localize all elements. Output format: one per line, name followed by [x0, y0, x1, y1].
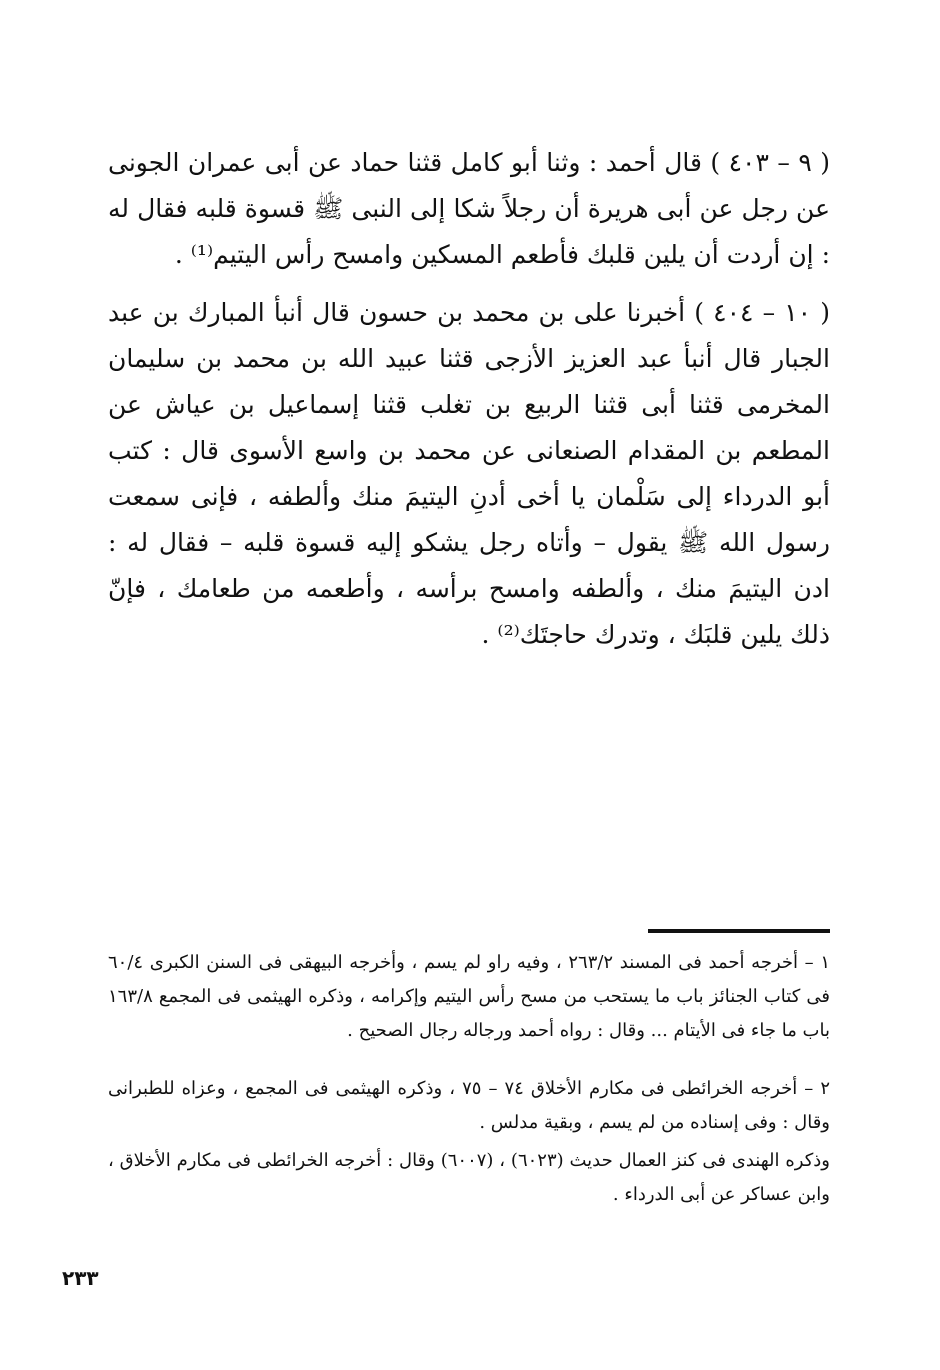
- footnotes: [108, 946, 830, 1236]
- page-number: ٢٣٣: [62, 1266, 99, 1290]
- hadith-text: ( ١٠ – ٤٠٤ ) أخبرنا على بن محمد بن حسون قال أنبأ المبارك بن عبد الجبار قال أنبأ عبد العزيز الأزجى قثنا عبيد الله بن محمد بن سليمان المخرمى قثنا أبى قثنا الربيع بن تغلب قثنا إسماعيل بن عياش عن المطعم بن المقدام الصنعانى عن محمد بن واسع الأسوى قال : كتب أبو الدرداء إلى سَلْمان يا أخى أدنِ اليتيمَ منك وألطفه ، فإنى سمعت رسول الله ﷺ يقول – وأتاه رجل يشكو إليه قسوة قلبه – فقال له : ادن اليتيمَ منك ، وألطفه وامسح برأسه ، وأطعمه من طعامك ، فإنّ ذلك يلين قلبَك ، وتدرك حاجتَك⁽²⁾ .: [108, 298, 831, 649]
- hadith-text: ( ٩ – ٤٠٣ ) قال أحمد : وثنا أبو كامل قثنا حماد عن أبى عمران الجونى عن رجل عن أبى هريرة أن رجلاً شكا إلى النبى ﷺ قسوة قلبه فقال له : إن أردت أن يلين قلبك فأطعم المسكين وامسح رأس اليتيم⁽¹⁾ .: [108, 148, 830, 269]
- footnote-1: ١ – أخرجه أحمد فى المسند ٢٦٣/٢ ، وفيه راو لم يسم ، وأخرجه البيهقى فى السنن الكبرى ٦٠/٤ فى كتاب الجنائز باب ما يستحب من مسح رأس اليتيم وإكرامه ، وذكره الهيثمى فى المجمع ١٦٣/٨ باب ما جاء فى الأيتام ... وقال : رواه أحمد ورجاله رجال الصحيح .: [108, 952, 831, 1041]
- footnote-2-continued: وذكره الهندى فى كنز العمال حديث (٦٠٢٣) ، (٦٠٠٧) وقال : أخرجه الخرائطى فى مكارم الأخلاق ، وابن عساكر عن أبى الدرداء .: [108, 1150, 830, 1205]
- footnote-separator: [648, 929, 830, 933]
- hadith-paragraph-404: [108, 290, 830, 658]
- main-text: [108, 140, 830, 670]
- hadith-paragraph-403: [108, 140, 830, 278]
- footnote-2: ٢ – أخرجه الخرائطى فى مكارم الأخلاق ٧٤ – ٧٥ ، وذكره الهيثمى فى المجمع ، وعزاه للطبرانى وقال : وفى إسناده من لم يسم ، وبقية مدلس .: [108, 1078, 830, 1133]
